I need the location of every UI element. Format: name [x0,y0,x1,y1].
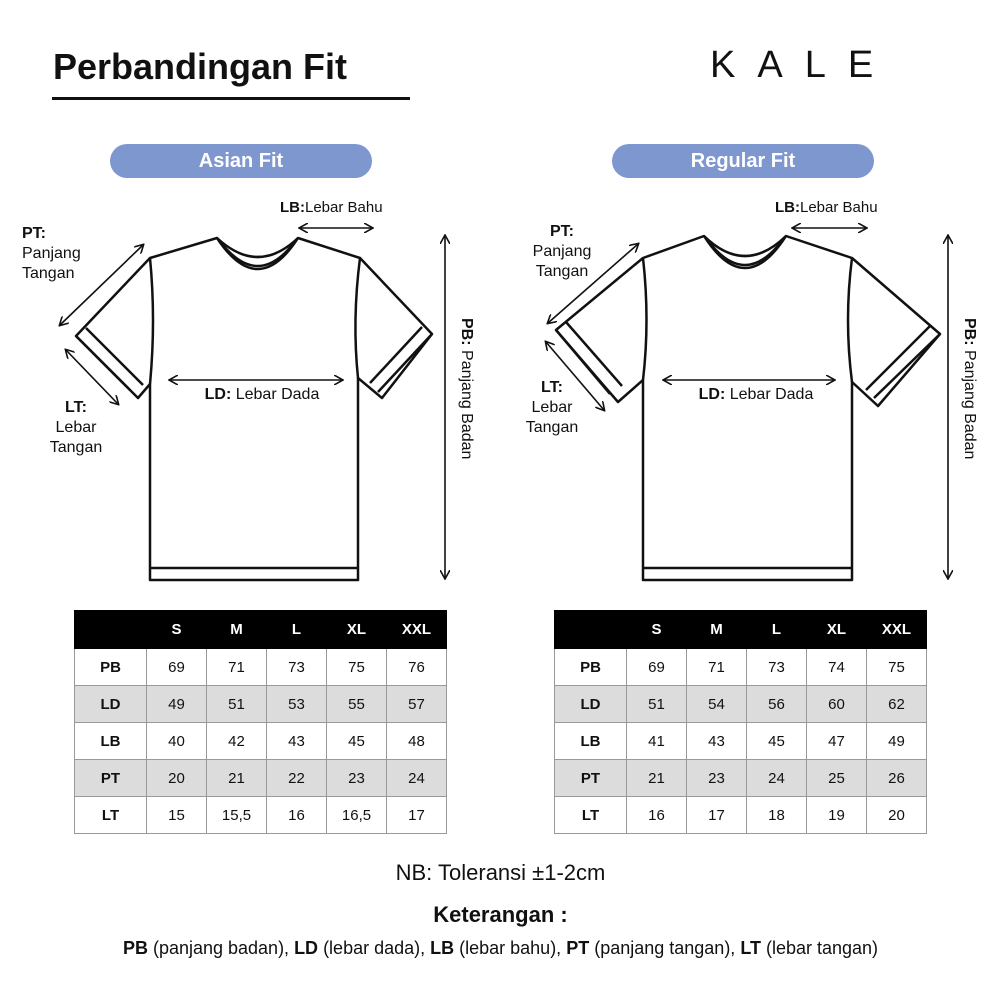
legend-text: PB (panjang badan), LD (lebar dada), LB (lebar bahu), PT (panjang tangan), LT (lebar tangan) [122,938,879,958]
table-corner [555,611,627,649]
cell: 20 [867,797,927,834]
title-underline [52,97,410,100]
row-code: LD [555,686,627,723]
cell: 73 [267,649,327,686]
cell: 48 [387,723,447,760]
cell: 49 [867,723,927,760]
table-row [555,723,927,760]
cell: 24 [387,760,447,797]
cell: 75 [327,649,387,686]
cell: 19 [807,797,867,834]
row-code: PT [555,760,627,797]
cell: 76 [387,649,447,686]
cell: 15 [147,797,207,834]
size-header: L [747,611,807,649]
cell: 45 [747,723,807,760]
cell: 24 [747,760,807,797]
cell: 43 [687,723,747,760]
size-header: L [267,611,327,649]
regular-lb-label: LB:Lebar Bahu [775,199,878,216]
table-row [75,686,447,723]
cell: 40 [147,723,207,760]
size-header: XL [807,611,867,649]
size-header: S [627,611,687,649]
asian-lb-label: LB:Lebar Bahu [280,199,383,216]
legend-title: Keterangan : [433,902,568,927]
size-header: XL [327,611,387,649]
cell: 16 [267,797,327,834]
size-header: XXL [867,611,927,649]
cell: 69 [147,649,207,686]
cell: 18 [747,797,807,834]
table-row [555,649,927,686]
table-row [555,797,927,834]
table-row [75,649,447,686]
cell: 51 [207,686,267,723]
row-code: LB [75,723,147,760]
cell: 22 [267,760,327,797]
regular-pb-label: PB: Panjang Badan [961,318,978,460]
cell: 56 [747,686,807,723]
row-code: PT [75,760,147,797]
row-code: LD [75,686,147,723]
brand-logo: KALE [710,44,896,86]
cell: 43 [267,723,327,760]
cell: 49 [147,686,207,723]
row-code: LB [555,723,627,760]
cell: 47 [807,723,867,760]
size-header: S [147,611,207,649]
cell: 21 [627,760,687,797]
cell: 55 [327,686,387,723]
row-code: LT [75,797,147,834]
cell: 71 [207,649,267,686]
regular-pt-label: PT: Panjang Tangan [532,223,592,280]
cell: 20 [147,760,207,797]
cell: 75 [867,649,927,686]
cell: 42 [207,723,267,760]
cell: 57 [387,686,447,723]
cell: 71 [687,649,747,686]
row-code: PB [75,649,147,686]
tolerance-note: NB: Toleransi ±1-2cm [395,860,606,885]
cell: 73 [747,649,807,686]
table-row [75,723,447,760]
table-row [75,797,447,834]
cell: 17 [687,797,747,834]
cell: 26 [867,760,927,797]
cell: 60 [807,686,867,723]
cell: 15,5 [207,797,267,834]
asian-pb-label: PB: Panjang Badan [458,318,475,460]
asian-pt-label: PT: Panjang Tangan [22,225,81,282]
regular-lt-label: LT: Lebar Tangan [525,379,579,436]
table-corner [75,611,147,649]
row-code: LT [555,797,627,834]
table-row [555,686,927,723]
regular-fit-badge: Regular Fit [612,144,874,178]
cell: 16,5 [327,797,387,834]
size-header: M [687,611,747,649]
regular-fit-size-table [554,610,927,834]
page-title: Perbandingan Fit [53,46,348,87]
cell: 45 [327,723,387,760]
size-header: XXL [387,611,447,649]
asian-ld-label: LD: Lebar Dada [204,386,320,403]
cell: 21 [207,760,267,797]
regular-ld-label: LD: Lebar Dada [698,386,814,403]
asian-lt-label: LT: Lebar Tangan [49,399,103,456]
row-code: PB [555,649,627,686]
cell: 74 [807,649,867,686]
asian-fit-size-table [74,610,447,834]
cell: 41 [627,723,687,760]
cell: 62 [867,686,927,723]
size-header: M [207,611,267,649]
cell: 54 [687,686,747,723]
cell: 23 [687,760,747,797]
table-row [75,760,447,797]
cell: 53 [267,686,327,723]
table-row [555,760,927,797]
cell: 69 [627,649,687,686]
asian-fit-badge: Asian Fit [110,144,372,178]
cell: 25 [807,760,867,797]
cell: 23 [327,760,387,797]
cell: 17 [387,797,447,834]
cell: 16 [627,797,687,834]
cell: 51 [627,686,687,723]
